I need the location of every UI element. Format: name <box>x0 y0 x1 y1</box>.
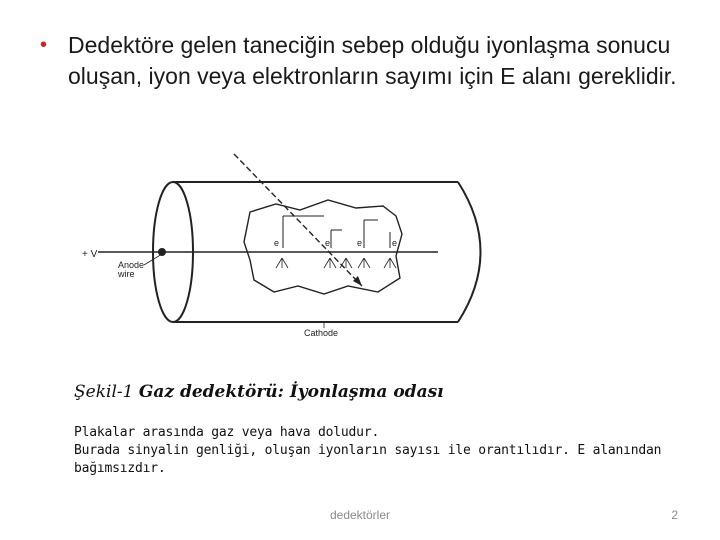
electron-label: e <box>274 238 280 248</box>
page-number: 2 <box>671 508 678 522</box>
caption-title: Gaz dedektörü: İyonlaşma odası <box>138 382 444 402</box>
figure-caption <box>74 382 444 402</box>
note-line: bağımsızdır. <box>74 461 166 476</box>
bullet-dot-icon: • <box>40 34 48 56</box>
cutaway-region <box>244 200 402 294</box>
anode-insulator <box>158 248 166 256</box>
cylinder-right-end <box>458 182 481 322</box>
caption-prefix: Şekil-1 <box>74 382 139 402</box>
note-block <box>74 424 674 478</box>
anode-label: Anode <box>118 260 145 270</box>
electron-label: e <box>392 238 398 248</box>
wire-label: wire <box>118 269 135 279</box>
cathode-label: Cathode <box>304 328 339 338</box>
ionization-chamber-diagram <box>78 150 498 350</box>
bullet-item <box>40 30 680 92</box>
particle-track <box>234 154 362 286</box>
voltage-label: + V <box>82 249 98 260</box>
electron-label: e <box>325 238 331 248</box>
note-line: Plakalar arasında gaz veya hava doludur. <box>74 425 380 440</box>
electron-label: e <box>357 238 363 248</box>
footer-title: dedektörler <box>329 508 391 522</box>
bullet-text: Dedektöre gelen taneciğin sebep olduğu iyonlaşma sonucu oluşan, iyon veya elektronların sayımı için E alanı gereklidir. <box>68 32 677 89</box>
note-line: Burada sinyalin genliği, oluşan iyonların sayısı ile orantılıdır. E alanından <box>74 443 662 458</box>
